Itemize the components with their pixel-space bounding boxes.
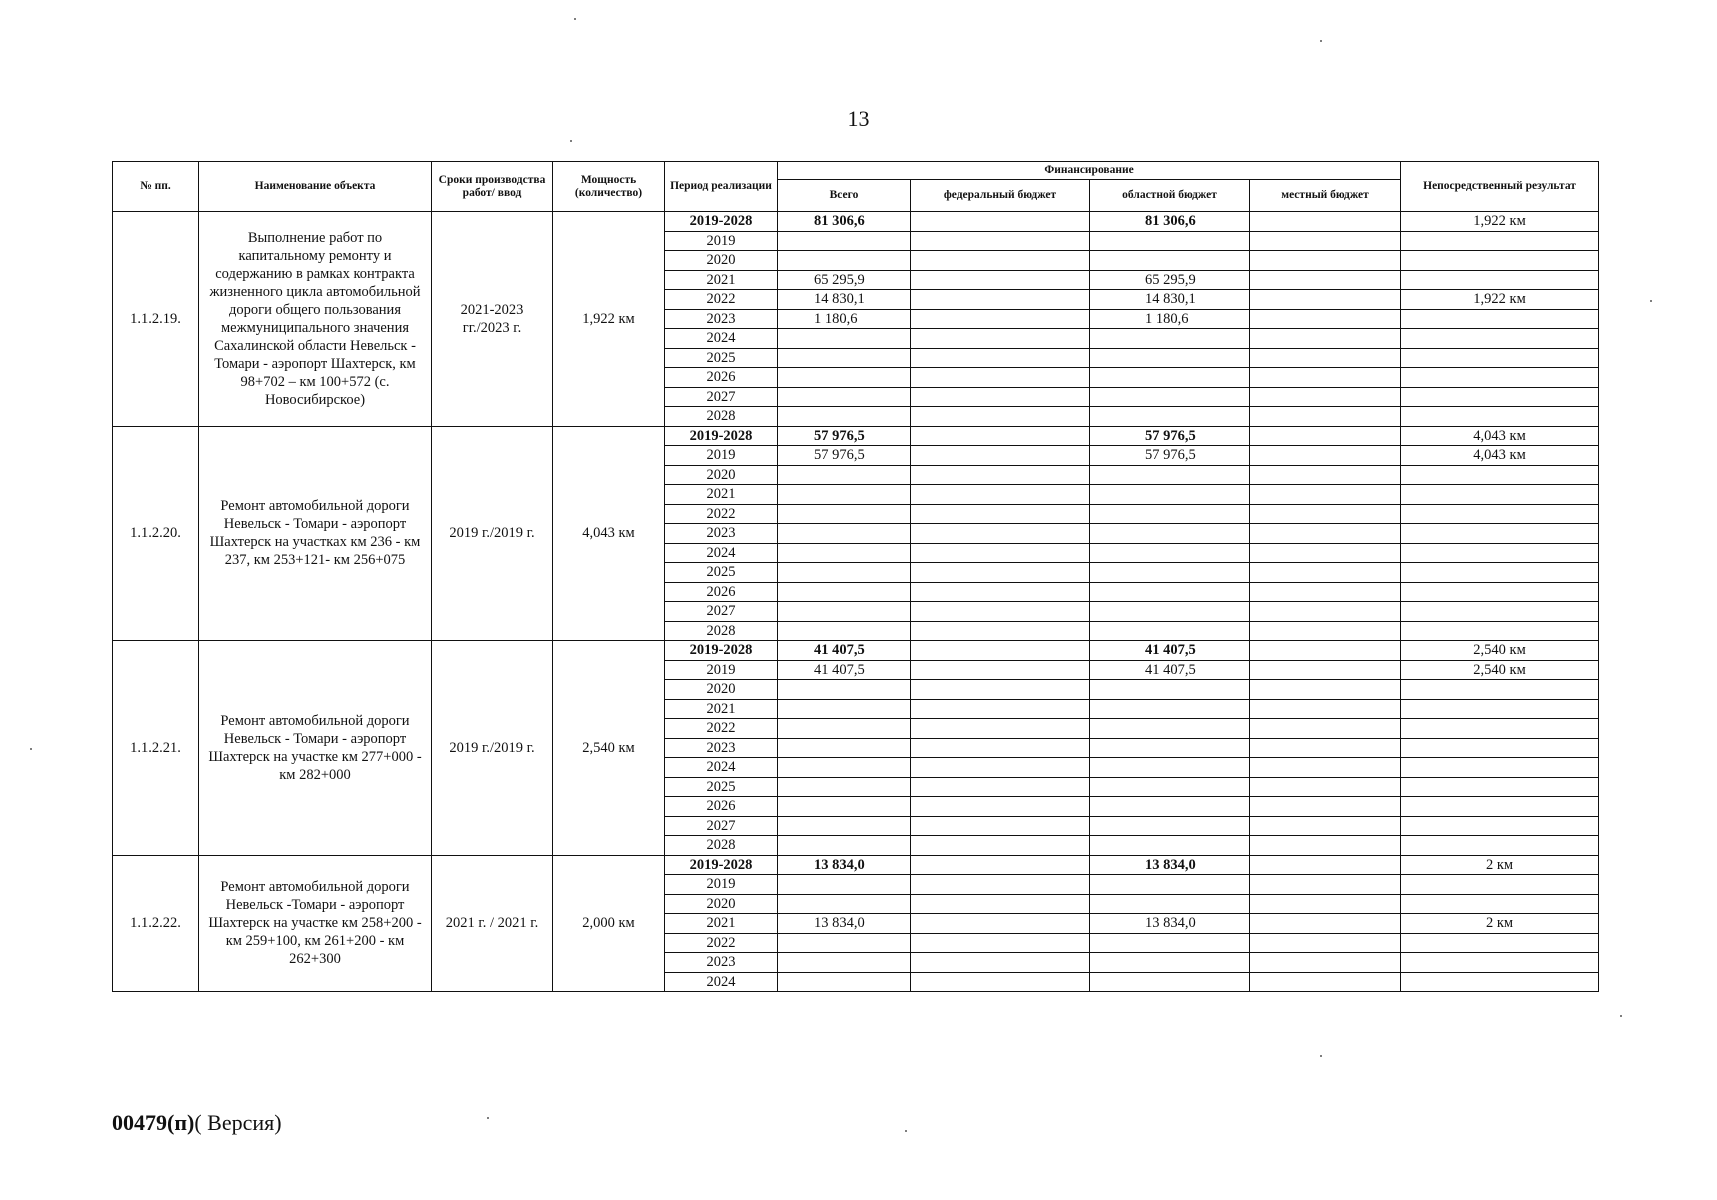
result-cell: 2,540 км <box>1401 660 1599 680</box>
scan-speck <box>1320 1055 1322 1057</box>
local-cell <box>1250 563 1401 583</box>
total-cell: 41 407,5 <box>778 660 911 680</box>
regional-cell <box>1090 387 1250 407</box>
header-financing: Финансирование <box>778 162 1401 180</box>
result-cell <box>1401 699 1599 719</box>
total-cell <box>778 680 911 700</box>
period-cell: 2024 <box>665 758 778 778</box>
total-cell: 41 407,5 <box>778 641 911 661</box>
period-cell: 2024 <box>665 329 778 349</box>
period-cell: 2019-2028 <box>665 426 778 446</box>
total-cell <box>778 582 911 602</box>
local-cell <box>1250 212 1401 232</box>
federal-cell <box>911 894 1090 914</box>
regional-cell <box>1090 485 1250 505</box>
period-cell: 2022 <box>665 290 778 310</box>
object-terms: 2019 г./2019 г. <box>432 641 553 856</box>
period-cell: 2021 <box>665 699 778 719</box>
local-cell <box>1250 251 1401 271</box>
local-cell <box>1250 680 1401 700</box>
total-cell: 65 295,9 <box>778 270 911 290</box>
period-cell: 2023 <box>665 738 778 758</box>
local-cell <box>1250 933 1401 953</box>
object-capacity: 1,922 км <box>553 212 665 427</box>
scan-speck <box>905 1130 907 1132</box>
regional-cell: 41 407,5 <box>1090 641 1250 661</box>
table-row <box>113 855 1599 875</box>
local-cell <box>1250 407 1401 427</box>
regional-cell: 41 407,5 <box>1090 660 1250 680</box>
result-cell: 2,540 км <box>1401 641 1599 661</box>
federal-cell <box>911 933 1090 953</box>
period-cell: 2026 <box>665 582 778 602</box>
table-body <box>113 212 1599 992</box>
result-cell: 1,922 км <box>1401 212 1599 232</box>
federal-cell <box>911 231 1090 251</box>
federal-cell <box>911 797 1090 817</box>
total-cell <box>778 719 911 739</box>
total-cell <box>778 348 911 368</box>
total-cell <box>778 836 911 856</box>
regional-cell: 57 976,5 <box>1090 446 1250 466</box>
period-cell: 2028 <box>665 621 778 641</box>
regional-cell <box>1090 231 1250 251</box>
result-cell <box>1401 797 1599 817</box>
object-number: 1.1.2.20. <box>113 426 199 641</box>
period-cell: 2028 <box>665 407 778 427</box>
result-cell <box>1401 602 1599 622</box>
regional-cell <box>1090 368 1250 388</box>
local-cell <box>1250 953 1401 973</box>
regional-cell <box>1090 894 1250 914</box>
result-cell <box>1401 465 1599 485</box>
local-cell <box>1250 582 1401 602</box>
local-cell <box>1250 446 1401 466</box>
regional-cell <box>1090 621 1250 641</box>
total-cell <box>778 251 911 271</box>
scan-speck <box>1620 1015 1622 1017</box>
period-cell: 2020 <box>665 680 778 700</box>
total-cell <box>778 953 911 973</box>
period-cell: 2023 <box>665 309 778 329</box>
local-cell <box>1250 524 1401 544</box>
regional-cell: 1 180,6 <box>1090 309 1250 329</box>
federal-cell <box>911 446 1090 466</box>
federal-cell <box>911 758 1090 778</box>
result-cell <box>1401 738 1599 758</box>
total-cell <box>778 621 911 641</box>
period-cell: 2027 <box>665 387 778 407</box>
scan-speck <box>487 1117 489 1119</box>
period-cell: 2019-2028 <box>665 855 778 875</box>
federal-cell <box>911 836 1090 856</box>
regional-cell <box>1090 758 1250 778</box>
total-cell <box>778 972 911 992</box>
result-cell <box>1401 524 1599 544</box>
result-cell <box>1401 621 1599 641</box>
regional-cell: 13 834,0 <box>1090 855 1250 875</box>
regional-cell: 57 976,5 <box>1090 426 1250 446</box>
local-cell <box>1250 699 1401 719</box>
federal-cell <box>911 719 1090 739</box>
total-cell <box>778 387 911 407</box>
federal-cell <box>911 290 1090 310</box>
result-cell <box>1401 680 1599 700</box>
federal-cell <box>911 680 1090 700</box>
regional-cell <box>1090 738 1250 758</box>
regional-cell: 13 834,0 <box>1090 914 1250 934</box>
object-name: Выполнение работ по капитальному ремонту и содержанию в рамках контракта жизненного цикла автомобильной дороги общего пользования межмуниципального значения Сахалинской области Невельск - Томари - аэропорт Шахтерск, км 98+702 – км 100+572 (с. Новосибирское) <box>199 212 432 427</box>
result-cell <box>1401 777 1599 797</box>
regional-cell <box>1090 504 1250 524</box>
period-cell: 2028 <box>665 836 778 856</box>
local-cell <box>1250 641 1401 661</box>
total-cell <box>778 933 911 953</box>
total-cell <box>778 777 911 797</box>
result-cell: 4,043 км <box>1401 426 1599 446</box>
result-cell <box>1401 894 1599 914</box>
total-cell <box>778 231 911 251</box>
total-cell <box>778 504 911 524</box>
period-cell: 2025 <box>665 563 778 583</box>
object-name: Ремонт автомобильной дороги Невельск - Томари - аэропорт Шахтерск на участках км 236 - км 237, км 253+121- км 256+075 <box>199 426 432 641</box>
total-cell <box>778 465 911 485</box>
object-number: 1.1.2.21. <box>113 641 199 856</box>
federal-cell <box>911 875 1090 895</box>
period-cell: 2022 <box>665 933 778 953</box>
header-num: № пп. <box>113 162 199 212</box>
regional-cell <box>1090 251 1250 271</box>
period-cell: 2023 <box>665 953 778 973</box>
federal-cell <box>911 212 1090 232</box>
regional-cell <box>1090 680 1250 700</box>
regional-cell <box>1090 836 1250 856</box>
regional-cell <box>1090 407 1250 427</box>
regional-cell <box>1090 816 1250 836</box>
local-cell <box>1250 972 1401 992</box>
header-terms: Сроки производства работ/ ввод <box>432 162 553 212</box>
result-cell <box>1401 231 1599 251</box>
result-cell <box>1401 485 1599 505</box>
result-cell: 1,922 км <box>1401 290 1599 310</box>
period-cell: 2019 <box>665 875 778 895</box>
object-capacity: 4,043 км <box>553 426 665 641</box>
period-cell: 2020 <box>665 251 778 271</box>
regional-cell <box>1090 602 1250 622</box>
federal-cell <box>911 504 1090 524</box>
result-cell <box>1401 309 1599 329</box>
table-row <box>113 426 1599 446</box>
result-cell: 2 км <box>1401 914 1599 934</box>
federal-cell <box>911 972 1090 992</box>
period-cell: 2021 <box>665 270 778 290</box>
total-cell <box>778 329 911 349</box>
header-result: Непосредственный результат <box>1401 162 1599 212</box>
total-cell <box>778 797 911 817</box>
total-cell <box>778 368 911 388</box>
object-terms: 2021 г. / 2021 г. <box>432 855 553 992</box>
result-cell <box>1401 504 1599 524</box>
federal-cell <box>911 485 1090 505</box>
federal-cell <box>911 582 1090 602</box>
total-cell <box>778 543 911 563</box>
total-cell: 13 834,0 <box>778 855 911 875</box>
federal-cell <box>911 953 1090 973</box>
table-row <box>113 641 1599 661</box>
result-cell <box>1401 933 1599 953</box>
header-name: Наименование объекта <box>199 162 432 212</box>
result-cell <box>1401 368 1599 388</box>
federal-cell <box>911 426 1090 446</box>
local-cell <box>1250 485 1401 505</box>
regional-cell <box>1090 719 1250 739</box>
document-version-label: ( Версия) <box>194 1110 282 1135</box>
table-row <box>113 212 1599 232</box>
federal-cell <box>911 816 1090 836</box>
financing-table <box>112 161 1599 992</box>
result-cell: 2 км <box>1401 855 1599 875</box>
federal-cell <box>911 329 1090 349</box>
local-cell <box>1250 894 1401 914</box>
page-number: 13 <box>847 106 870 131</box>
period-cell: 2019-2028 <box>665 641 778 661</box>
result-cell <box>1401 582 1599 602</box>
federal-cell <box>911 660 1090 680</box>
local-cell <box>1250 465 1401 485</box>
regional-cell <box>1090 777 1250 797</box>
federal-cell <box>911 914 1090 934</box>
federal-cell <box>911 348 1090 368</box>
result-cell <box>1401 348 1599 368</box>
total-cell: 1 180,6 <box>778 309 911 329</box>
local-cell <box>1250 290 1401 310</box>
federal-cell <box>911 251 1090 271</box>
federal-cell <box>911 777 1090 797</box>
federal-cell <box>911 543 1090 563</box>
header-period: Период реализации <box>665 162 778 212</box>
result-cell <box>1401 543 1599 563</box>
result-cell <box>1401 563 1599 583</box>
local-cell <box>1250 270 1401 290</box>
local-cell <box>1250 348 1401 368</box>
total-cell <box>778 407 911 427</box>
object-capacity: 2,000 км <box>553 855 665 992</box>
federal-cell <box>911 368 1090 388</box>
total-cell: 13 834,0 <box>778 914 911 934</box>
scan-speck <box>574 18 576 20</box>
local-cell <box>1250 875 1401 895</box>
federal-cell <box>911 738 1090 758</box>
scan-speck <box>570 140 572 142</box>
result-cell <box>1401 407 1599 427</box>
total-cell <box>778 875 911 895</box>
local-cell <box>1250 758 1401 778</box>
total-cell <box>778 894 911 914</box>
regional-cell <box>1090 524 1250 544</box>
result-cell <box>1401 251 1599 271</box>
result-cell <box>1401 270 1599 290</box>
regional-cell <box>1090 465 1250 485</box>
result-cell <box>1401 953 1599 973</box>
scan-speck <box>1650 300 1652 302</box>
local-cell <box>1250 660 1401 680</box>
period-cell: 2027 <box>665 816 778 836</box>
federal-cell <box>911 621 1090 641</box>
regional-cell <box>1090 348 1250 368</box>
local-cell <box>1250 738 1401 758</box>
total-cell: 14 830,1 <box>778 290 911 310</box>
regional-cell <box>1090 953 1250 973</box>
object-name: Ремонт автомобильной дороги Невельск -Томари - аэропорт Шахтерск на участке км 258+200 - км 259+100, км 261+200 - км 262+300 <box>199 855 432 992</box>
federal-cell <box>911 524 1090 544</box>
federal-cell <box>911 855 1090 875</box>
object-number: 1.1.2.19. <box>113 212 199 427</box>
period-cell: 2021 <box>665 485 778 505</box>
local-cell <box>1250 231 1401 251</box>
period-cell: 2019 <box>665 660 778 680</box>
header-local: местный бюджет <box>1250 180 1401 212</box>
local-cell <box>1250 816 1401 836</box>
local-cell <box>1250 329 1401 349</box>
local-cell <box>1250 777 1401 797</box>
result-cell: 4,043 км <box>1401 446 1599 466</box>
total-cell: 57 976,5 <box>778 426 911 446</box>
period-cell: 2022 <box>665 504 778 524</box>
result-cell <box>1401 329 1599 349</box>
period-cell: 2019 <box>665 446 778 466</box>
result-cell <box>1401 719 1599 739</box>
period-cell: 2024 <box>665 543 778 563</box>
result-cell <box>1401 836 1599 856</box>
regional-cell <box>1090 972 1250 992</box>
regional-cell <box>1090 329 1250 349</box>
period-cell: 2026 <box>665 368 778 388</box>
header-federal: федеральный бюджет <box>911 180 1090 212</box>
local-cell <box>1250 797 1401 817</box>
federal-cell <box>911 563 1090 583</box>
federal-cell <box>911 602 1090 622</box>
object-capacity: 2,540 км <box>553 641 665 856</box>
local-cell <box>1250 504 1401 524</box>
result-cell <box>1401 758 1599 778</box>
regional-cell: 14 830,1 <box>1090 290 1250 310</box>
period-cell: 2021 <box>665 914 778 934</box>
result-cell <box>1401 972 1599 992</box>
total-cell <box>778 758 911 778</box>
local-cell <box>1250 719 1401 739</box>
regional-cell <box>1090 563 1250 583</box>
scan-speck <box>30 748 32 750</box>
header-capacity: Мощность (количество) <box>553 162 665 212</box>
object-number: 1.1.2.22. <box>113 855 199 992</box>
federal-cell <box>911 641 1090 661</box>
local-cell <box>1250 368 1401 388</box>
local-cell <box>1250 602 1401 622</box>
period-cell: 2020 <box>665 894 778 914</box>
document-code-number: 00479(п) <box>112 1110 195 1135</box>
period-cell: 2019-2028 <box>665 212 778 232</box>
period-cell: 2023 <box>665 524 778 544</box>
period-cell: 2024 <box>665 972 778 992</box>
regional-cell <box>1090 933 1250 953</box>
total-cell <box>778 816 911 836</box>
federal-cell <box>911 465 1090 485</box>
period-cell: 2020 <box>665 465 778 485</box>
period-cell: 2025 <box>665 777 778 797</box>
federal-cell <box>911 387 1090 407</box>
local-cell <box>1250 426 1401 446</box>
local-cell <box>1250 836 1401 856</box>
regional-cell: 81 306,6 <box>1090 212 1250 232</box>
header-regional: областной бюджет <box>1090 180 1250 212</box>
result-cell <box>1401 387 1599 407</box>
regional-cell <box>1090 582 1250 602</box>
local-cell <box>1250 543 1401 563</box>
total-cell <box>778 524 911 544</box>
object-name: Ремонт автомобильной дороги Невельск - Томари - аэропорт Шахтерск на участке км 277+000 - км 282+000 <box>199 641 432 856</box>
object-terms: 2019 г./2019 г. <box>432 426 553 641</box>
local-cell <box>1250 387 1401 407</box>
object-terms: 2021-2023 гг./2023 г. <box>432 212 553 427</box>
federal-cell <box>911 270 1090 290</box>
federal-cell <box>911 699 1090 719</box>
local-cell <box>1250 914 1401 934</box>
regional-cell: 65 295,9 <box>1090 270 1250 290</box>
total-cell <box>778 738 911 758</box>
scan-speck <box>1320 40 1322 42</box>
federal-cell <box>911 309 1090 329</box>
result-cell <box>1401 875 1599 895</box>
federal-cell <box>911 407 1090 427</box>
total-cell <box>778 699 911 719</box>
regional-cell <box>1090 797 1250 817</box>
total-cell <box>778 563 911 583</box>
local-cell <box>1250 621 1401 641</box>
total-cell <box>778 485 911 505</box>
period-cell: 2027 <box>665 602 778 622</box>
period-cell: 2025 <box>665 348 778 368</box>
header-total: Всего <box>778 180 911 212</box>
regional-cell <box>1090 699 1250 719</box>
period-cell: 2019 <box>665 231 778 251</box>
period-cell: 2022 <box>665 719 778 739</box>
regional-cell <box>1090 875 1250 895</box>
total-cell <box>778 602 911 622</box>
result-cell <box>1401 816 1599 836</box>
total-cell: 57 976,5 <box>778 446 911 466</box>
local-cell <box>1250 855 1401 875</box>
period-cell: 2026 <box>665 797 778 817</box>
total-cell: 81 306,6 <box>778 212 911 232</box>
local-cell <box>1250 309 1401 329</box>
regional-cell <box>1090 543 1250 563</box>
document-code <box>112 1110 282 1136</box>
